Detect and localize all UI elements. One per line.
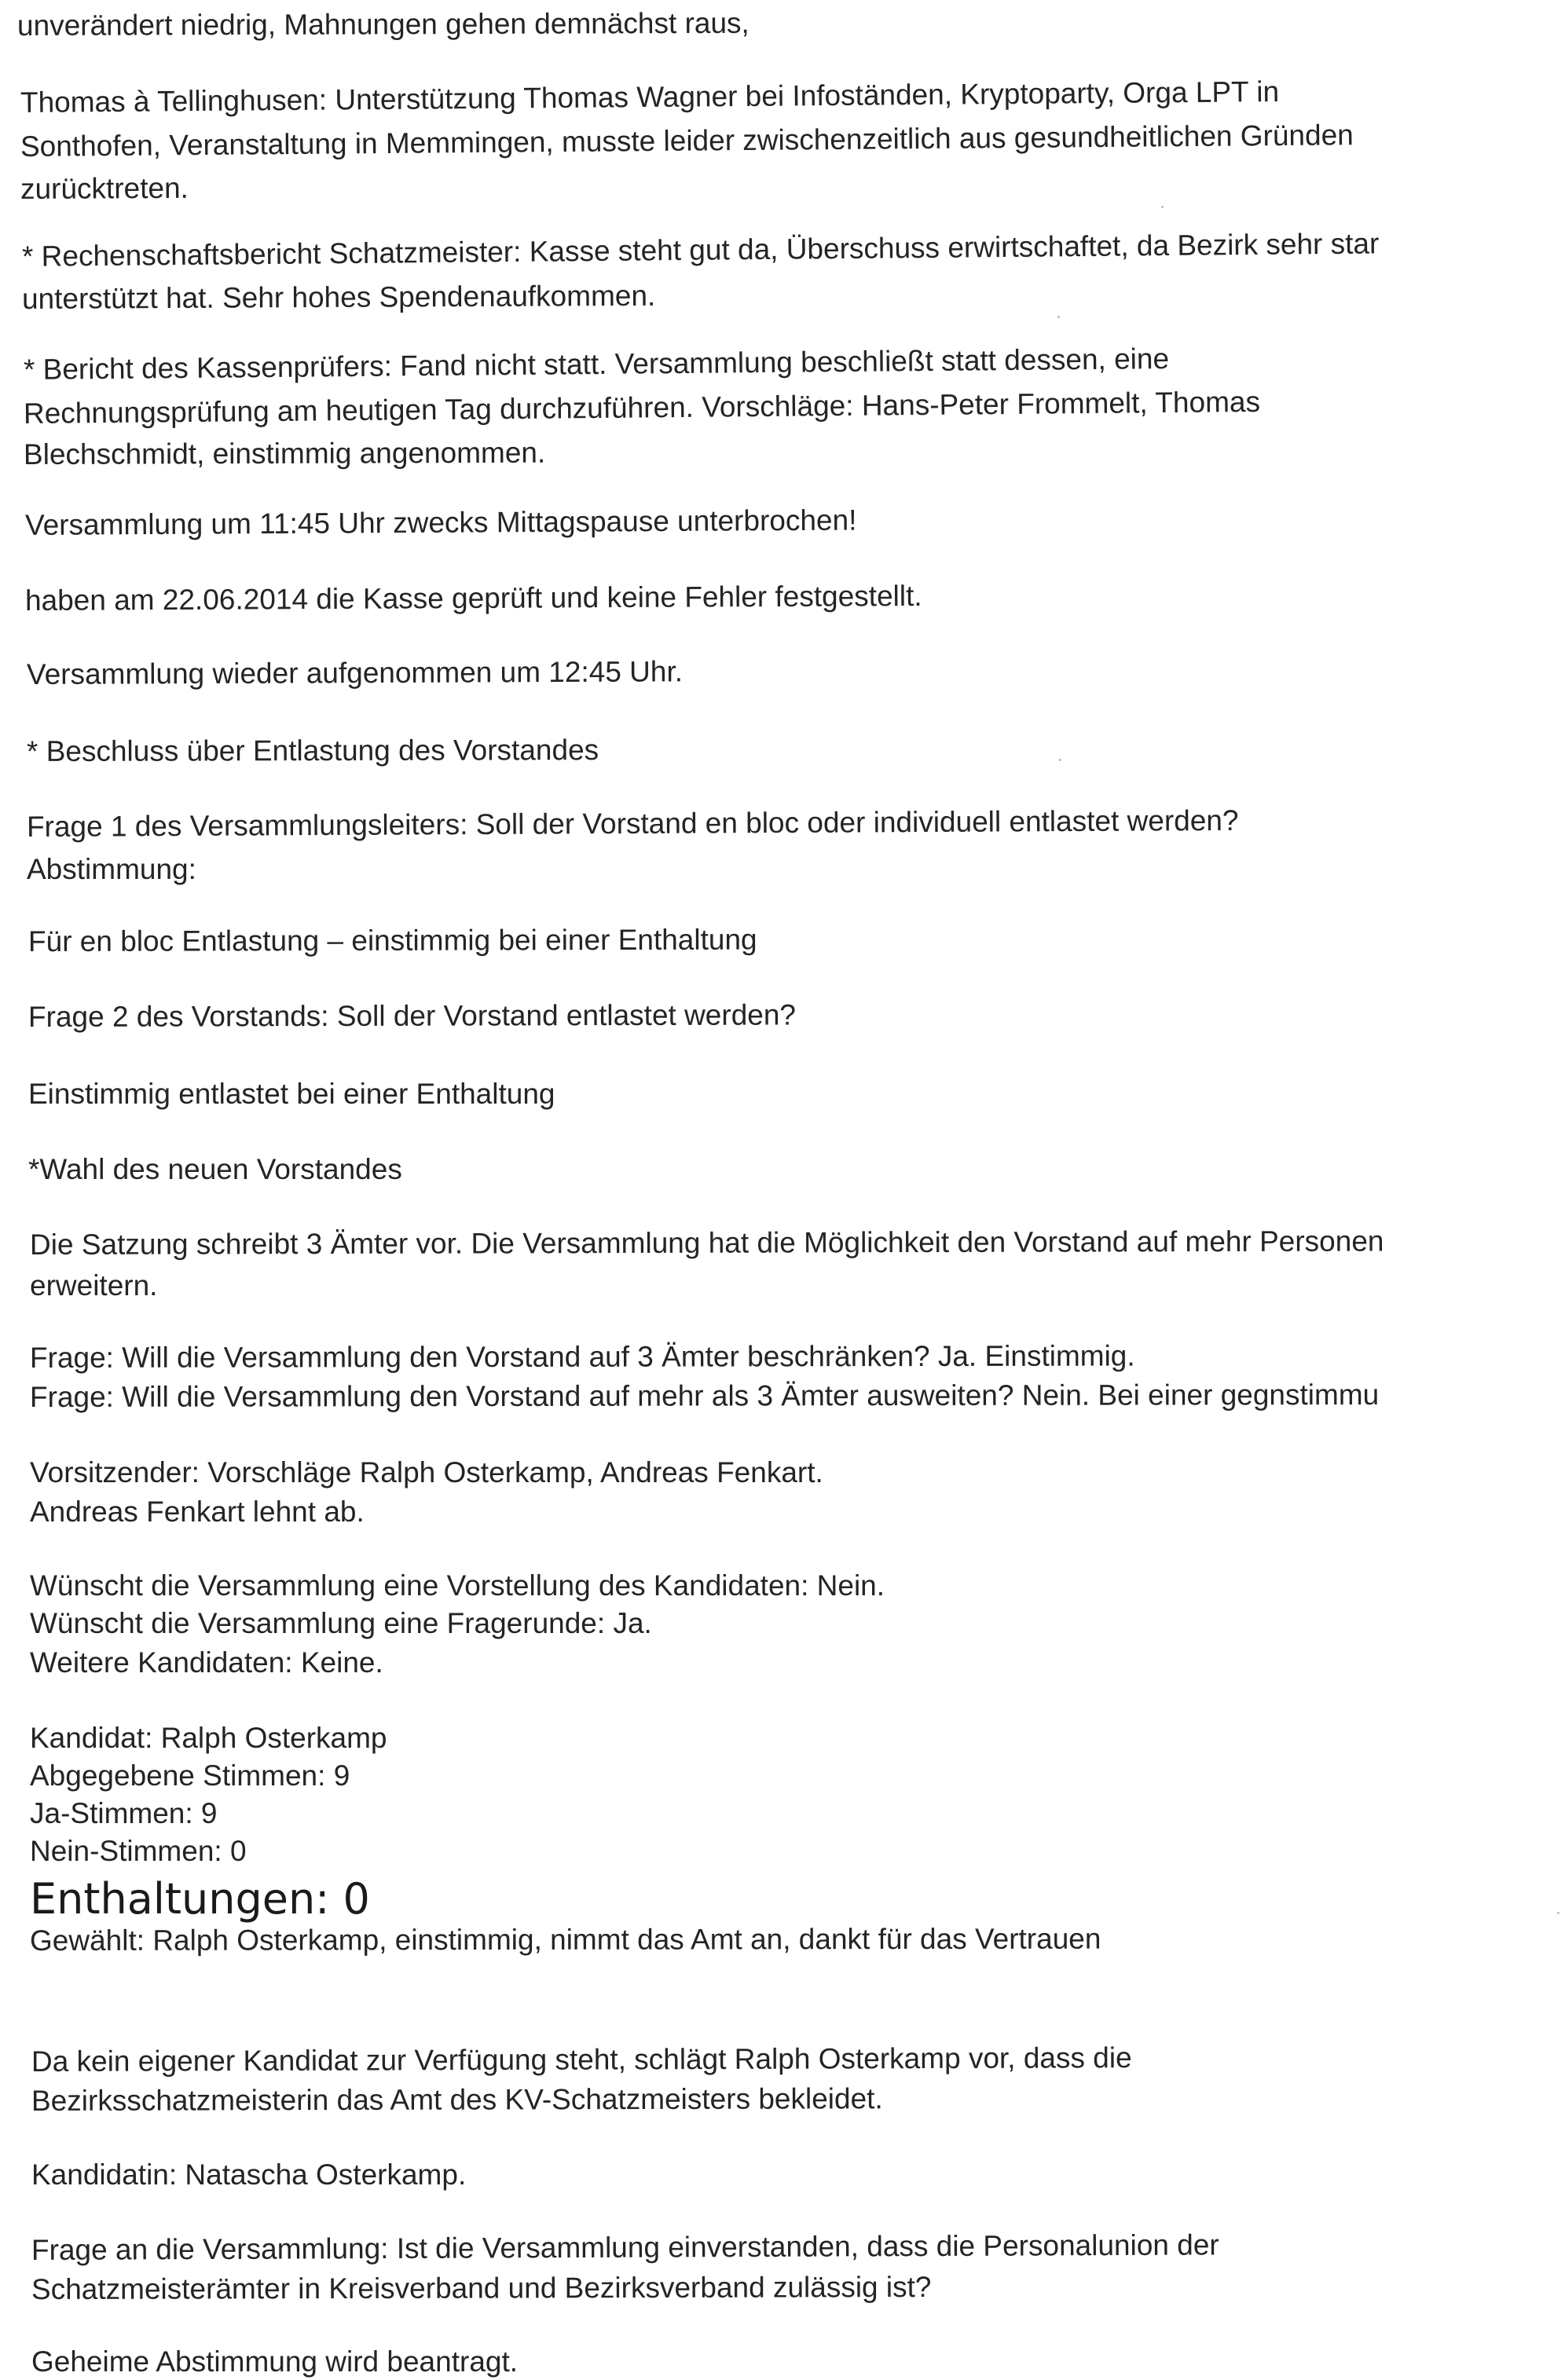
text-line-22: Frage: Will die Versammlung den Vorstand auf 3 Ämter beschränken? Ja. Einstimmig. bbox=[29, 1339, 1135, 1374]
text-line-23: Frage: Will die Versammlung den Vorstand auf mehr als 3 Ämter ausweiten? Nein. Bei einer gegnstimmu bbox=[29, 1379, 1380, 1413]
text-line-15: Abstimmung: bbox=[27, 853, 196, 885]
text-line-39: Schatzmeisterämter in Kreisverband und Bezirksverband zulässig ist? bbox=[31, 2271, 932, 2305]
text-line-19: *Wahl des neuen Vorstandes bbox=[28, 1153, 402, 1185]
text-line-7: * Bericht des Kassenprüfers: Fand nicht statt. Versammlung beschließt statt dessen, eine bbox=[23, 342, 1170, 386]
text-line-1: unverändert niedrig, Mahnungen gehen demnächst raus, bbox=[16, 6, 750, 42]
text-line-33-large: Enthaltungen: 0 bbox=[30, 1874, 370, 1924]
scan-speck bbox=[1557, 1912, 1560, 1914]
scan-speck bbox=[1057, 316, 1060, 318]
text-line-30: Abgegebene Stimmen: 9 bbox=[30, 1759, 350, 1792]
text-line-4: zurücktreten. bbox=[20, 171, 189, 205]
text-line-26: Wünscht die Versammlung eine Vorstellung des Kandidaten: Nein. bbox=[30, 1569, 885, 1602]
text-line-5: * Rechenschaftsbericht Schatzmeister: Kasse steht gut da, Überschuss erwirtschaftet, da Bezirk sehr star bbox=[21, 227, 1380, 273]
text-line-29: Kandidat: Ralph Osterkamp bbox=[30, 1722, 387, 1754]
text-line-35: Da kein eigener Kandidat zur Verfügung steht, schlägt Ralph Osterkamp vor, dass die bbox=[31, 2041, 1132, 2078]
text-line-17: Frage 2 des Vorstands: Soll der Vorstand entlastet werden? bbox=[27, 998, 797, 1033]
text-line-8: Rechnungsprüfung am heutigen Tag durchzuführen. Vorschläge: Hans-Peter Frommelt, Thomas bbox=[23, 385, 1261, 430]
text-line-6: unterstützt hat. Sehr hohes Spendenaufkommen. bbox=[21, 279, 656, 315]
text-line-31: Ja-Stimmen: 9 bbox=[30, 1797, 218, 1829]
text-line-11: haben am 22.06.2014 die Kasse geprüft und keine Fehler festgestellt. bbox=[24, 580, 922, 617]
text-line-16: Für en bloc Entlastung – einstimmig bei einer Enthaltung bbox=[27, 923, 757, 957]
text-line-20: Die Satzung schreibt 3 Ämter vor. Die Versammlung hat die Möglichkeit den Vorstand auf mehr Personen bbox=[29, 1225, 1384, 1261]
text-line-10: Versammlung um 11:45 Uhr zwecks Mittagspause unterbrochen! bbox=[24, 503, 857, 541]
text-line-40: Geheime Abstimmung wird beantragt. bbox=[31, 2345, 519, 2378]
scan-speck bbox=[1059, 759, 1061, 761]
text-line-3: Sonthofen, Veranstaltung in Memmingen, musste leider zwischenzeitlich aus gesundheitlichen Gründen bbox=[20, 119, 1354, 163]
text-line-25: Andreas Fenkart lehnt ab. bbox=[30, 1496, 365, 1528]
text-line-12: Versammlung wieder aufgenommen um 12:45 Uhr. bbox=[26, 655, 684, 690]
text-line-9: Blechschmidt, einstimmig angenommen. bbox=[23, 436, 546, 471]
text-line-18: Einstimmig entlastet bei einer Enthaltung bbox=[28, 1078, 555, 1110]
text-line-28: Weitere Kandidaten: Keine. bbox=[30, 1646, 383, 1679]
text-line-36: Bezirksschatzmeisterin das Amt des KV-Schatzmeisters bekleidet. bbox=[31, 2082, 883, 2117]
text-line-32: Nein-Stimmen: 0 bbox=[30, 1835, 247, 1867]
scan-speck bbox=[1161, 206, 1164, 208]
text-line-2: Thomas à Tellinghusen: Unterstützung Thomas Wagner bei Infoständen, Kryptoparty, Orga LPT in bbox=[20, 75, 1280, 119]
text-line-24: Vorsitzender: Vorschläge Ralph Osterkamp, Andreas Fenkart. bbox=[30, 1456, 823, 1488]
text-line-27: Wünscht die Versammlung eine Fragerunde: Ja. bbox=[30, 1607, 652, 1639]
text-line-13: * Beschluss über Entlastung des Vorstandes bbox=[26, 734, 599, 767]
text-line-14: Frage 1 des Versammlungsleiters: Soll der Vorstand en bloc oder individuell entlastet werden? bbox=[26, 804, 1239, 843]
text-line-34: Gewählt: Ralph Osterkamp, einstimmig, nimmt das Amt an, dankt für das Vertrauen bbox=[29, 1922, 1101, 1957]
text-line-21: erweitern. bbox=[30, 1269, 158, 1302]
text-line-37: Kandidatin: Natascha Osterkamp. bbox=[31, 2158, 467, 2191]
text-line-38: Frage an die Versammlung: Ist die Versammlung einverstanden, dass die Personalunion der bbox=[31, 2228, 1219, 2266]
